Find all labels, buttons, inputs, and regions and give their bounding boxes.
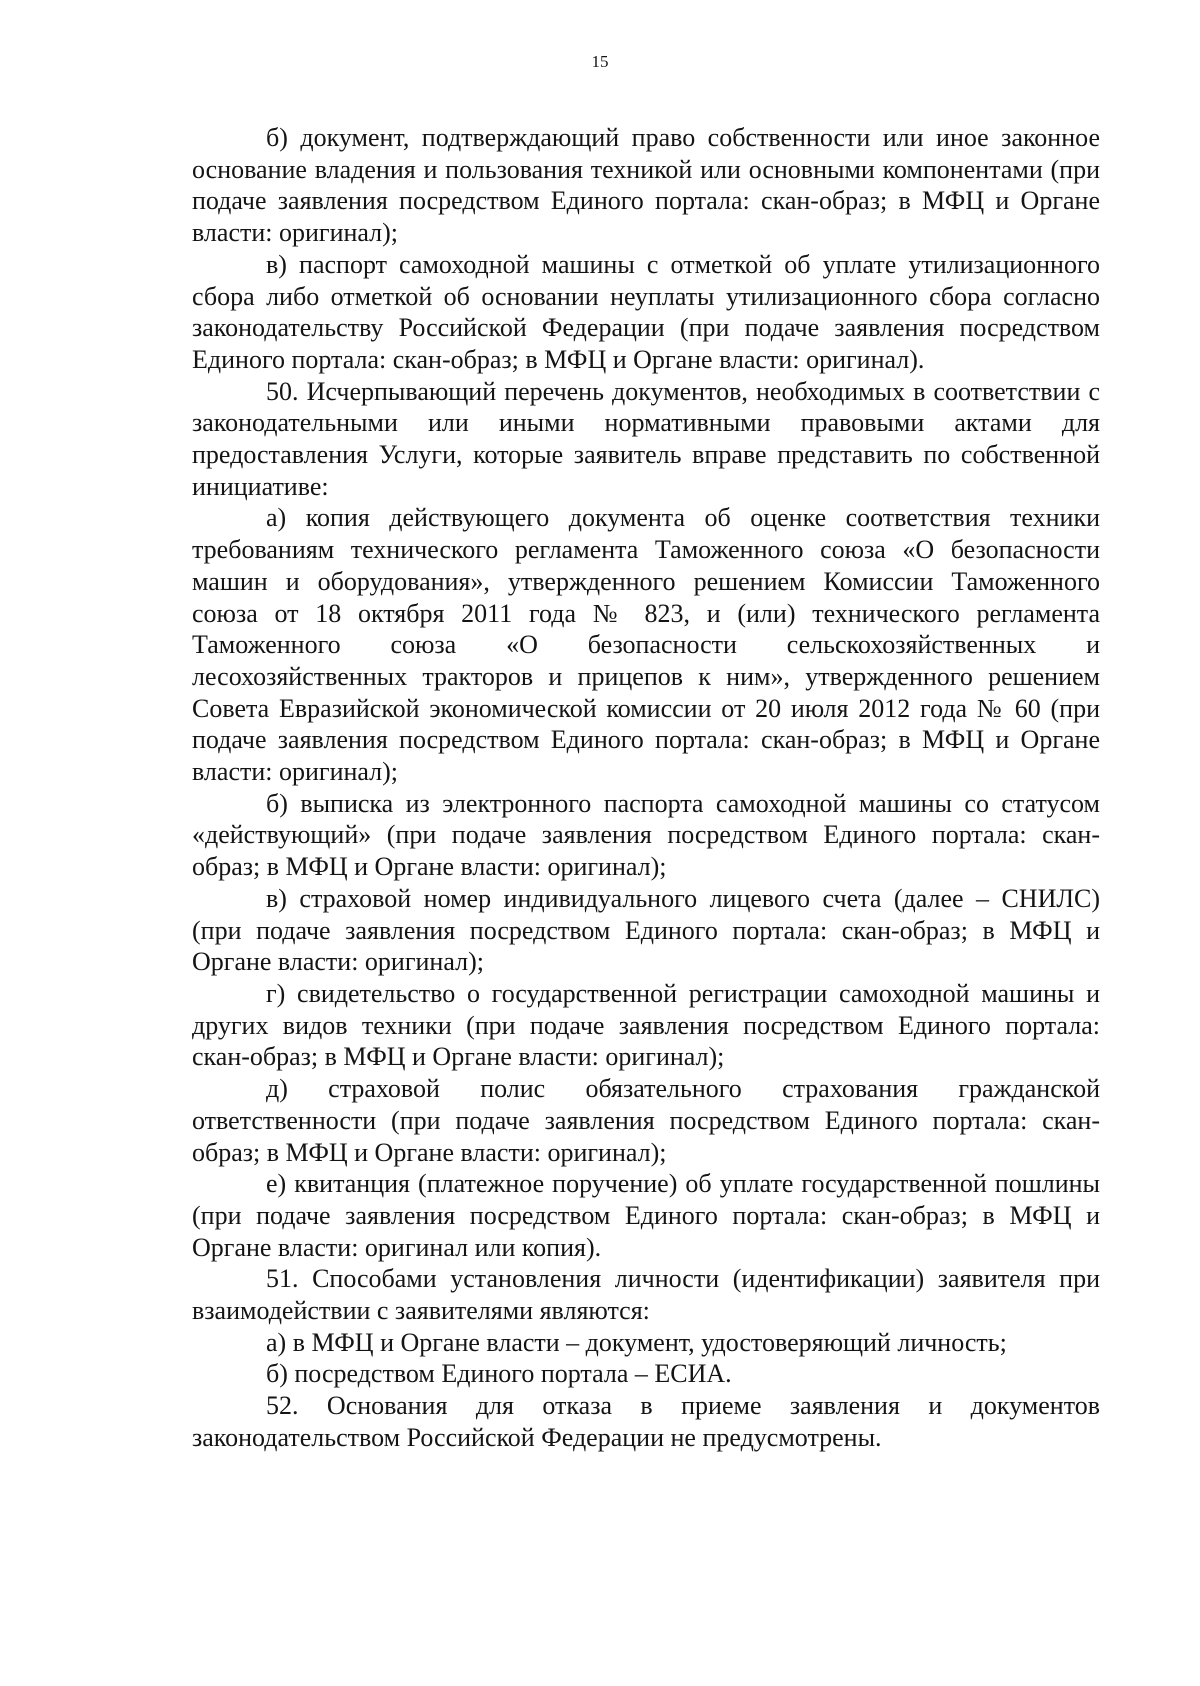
- page-number: 15: [591, 52, 609, 71]
- paragraph-section-50: 50. Исчерпывающий перечень документов, необходимых в соответствии с законодательными или иными нормативными правовыми актами для предоставления Услуги, которые заявитель вправе представить по собственной инициативе:: [192, 376, 1100, 501]
- paragraph-item-e-payment-receipt: е) квитанция (платежное поручение) об уплате государственной пошлины (при подаче заявления посредством Единого портала: скан-образ; в МФЦ и Органе власти: оригинал или копия).: [192, 1169, 1100, 1262]
- paragraph-item-v-machine-passport: в) паспорт самоходной машины с отметкой об уплате утилизационного сбора либо отметкой об основании неуплаты утилизационного сбора согласно законодательству Российской Федерации (при подаче заявления посредством Единого портала: скан-образ; в МФЦ и Органе власти: оригинал).: [192, 249, 1100, 374]
- document-body: [192, 122, 1100, 1454]
- paragraph-identification-mfc: а) в МФЦ и Органе власти – документ, удостоверяющий личность;: [266, 1327, 1007, 1357]
- paragraph-item-b-ownership-document: б) документ, подтверждающий право собственности или иное законное основание владения и пользования техникой или основными компонентами (при подаче заявления посредством Единого портала: скан-образ; в МФЦ и Органе власти: оригинал);: [192, 123, 1100, 248]
- paragraph-identification-portal: б) посредством Единого портала – ЕСИА.: [266, 1359, 732, 1389]
- paragraph-item-g-registration-certificate: г) свидетельство о государственной регистрации самоходной машины и других видов техники (при подаче заявления посредством Единого портала: скан-образ; в МФЦ и Органе власти: оригинал);: [192, 978, 1100, 1072]
- paragraph-item-v-snils: в) страховой номер индивидуального лицевого счета (далее – СНИЛС) (при подаче заявления посредством Единого портала: скан-образ; в МФЦ и Органе власти: оригинал);: [192, 883, 1100, 977]
- paragraph-item-a-conformity-document: а) копия действующего документа об оценке соответствия техники требованиям технического регламента Таможенного союза «О безопасности машин и оборудования», утвержденного решением Комиссии Таможенного союза от 18 октября 2011 года № 823, и (или) технического регламента Таможенного союза «О безопасности сельскохозяйственных и лесохозяйственных тракторов и прицепов к ним», утвержденного решением Совета Евразийской экономической комиссии от 20 июля 2012 года № 60 (при подаче заявления посредством Единого портала: скан-образ; в МФЦ и Органе власти: оригинал);: [192, 503, 1100, 787]
- paragraph-section-52: 52. Основания для отказа в приеме заявления и документов законодательством Российской Федерации не предусмотрены.: [192, 1391, 1100, 1452]
- paragraph-item-d-insurance-policy: д) страховой полис обязательного страхования гражданской ответственности (при подаче заявления посредством Единого портала: скан-образ; в МФЦ и Органе власти: оригинал);: [192, 1074, 1100, 1167]
- paragraph-section-51: 51. Способами установления личности (идентификации) заявителя при взаимодействии с заявителями являются:: [192, 1264, 1100, 1326]
- paragraph-item-b-passport-extract: б) выписка из электронного паспорта самоходной машины со статусом «действующий» (при подаче заявления посредством Единого портала: скан-образ; в МФЦ и Органе власти: оригинал);: [192, 788, 1100, 882]
